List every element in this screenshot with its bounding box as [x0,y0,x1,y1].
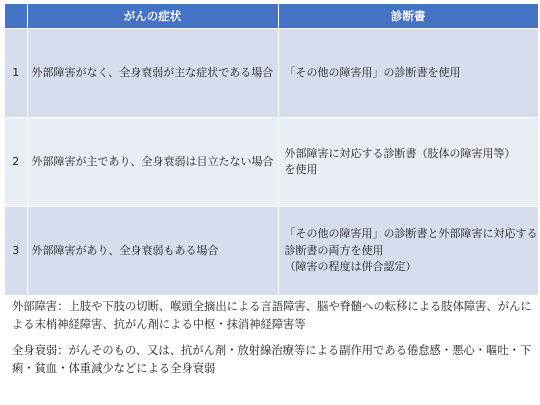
external-disability-note: 外部障害：上肢や下肢の切断、喉頭全摘出による言語障害、脳や脊髄への転移による肢体障害、がんによる末梢神経障害、抗がん剤による中枢・抹消神経障害等 [12,300,532,331]
row-symptom: 外部障害がなく、全身衰弱が主な症状である場合 [27,29,278,118]
diagnosis-line: （障害の程度は併合認定） [284,260,417,274]
header-diagnosis: 診断書 [278,4,538,29]
diagnosis-line: 「その他の障害用」の診断書を使用 [284,65,461,79]
table-header-row [5,4,538,29]
general-weakness-note: 全身衰弱：がんそのもの、又は、抗がん剤・放射線治療等による副作用である倦怠感・悪心・嘔吐・下痢・貧血・体重減少などによる全身衰弱 [12,344,532,375]
row-number: 3 [5,207,27,296]
row-symptom: 外部障害が主であり、全身衰弱は目立たない場合 [27,118,278,207]
row-number: 1 [5,29,27,118]
diagnosis-line: を使用 [284,163,318,176]
header-number [5,4,27,29]
table-row [5,29,538,118]
table-row [5,207,538,296]
row-symptom: 外部障害があり、全身衰弱もある場合 [27,207,278,296]
row-diagnosis [278,118,538,207]
table-row [5,118,538,207]
diagnosis-line: 「その他の障害用」の診断書と外部障害に対応する [284,227,538,241]
row-diagnosis [278,207,538,296]
header-symptom: がんの症状 [27,4,278,29]
row-diagnosis [278,29,538,118]
row-number: 2 [5,118,27,207]
diagnosis-line: 診断書の両方を使用 [284,243,384,257]
cancer-diagnosis-table [5,4,538,295]
definitions-notes [12,298,534,386]
diagnosis-line: 外部障害に対応する診断書（肢体の障害用等） [284,146,516,160]
